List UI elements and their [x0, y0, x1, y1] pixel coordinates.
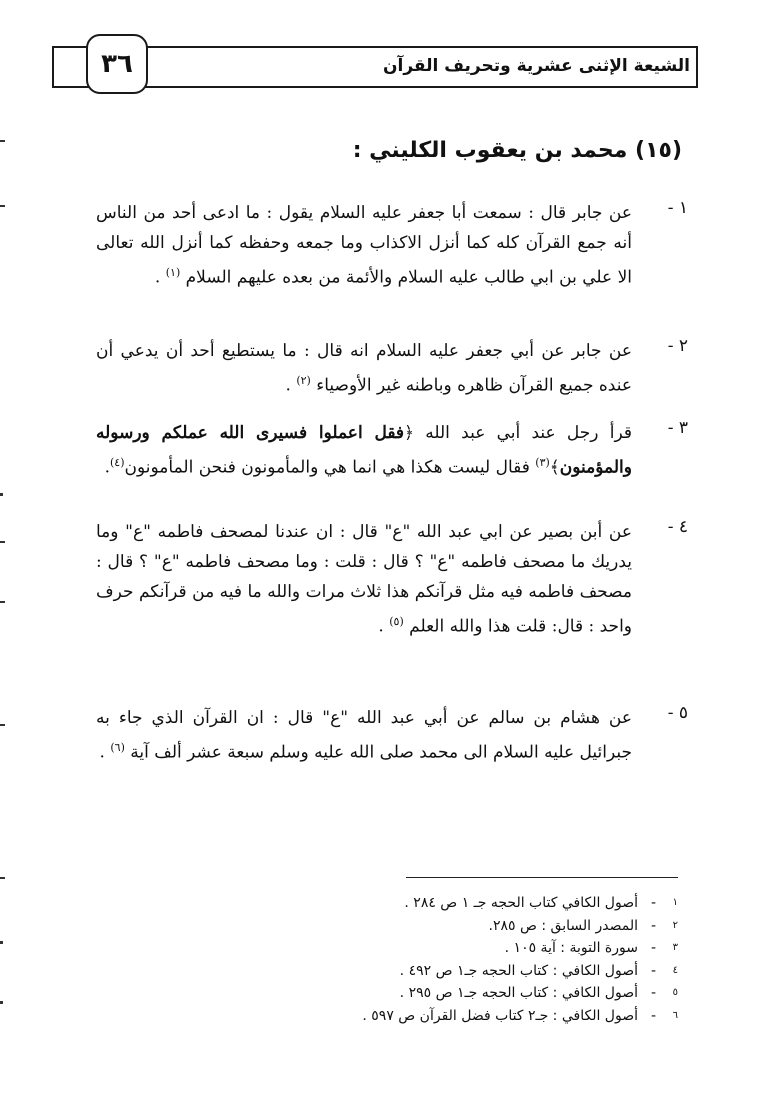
footnote-item	[362, 960, 678, 983]
scan-mark	[0, 877, 5, 879]
entry-text	[96, 198, 632, 293]
footnote-separator	[406, 877, 678, 878]
footnote-ref: (٣)	[535, 456, 550, 469]
footnote-mark: ٢	[672, 919, 678, 931]
page-number	[86, 34, 148, 94]
narration-5	[96, 703, 688, 768]
entry-number: ٥ -	[667, 703, 688, 723]
entry-body: قرأ رجل عند أبي عبد الله ﴿	[404, 423, 632, 443]
scan-mark	[0, 493, 3, 496]
footnote-mark: ٤	[672, 964, 678, 976]
footnote-mark: ٥	[672, 987, 678, 998]
scan-mark	[0, 205, 5, 207]
scan-mark	[0, 941, 3, 944]
footnote-mark: ١	[672, 897, 678, 908]
entry-end: .	[99, 742, 105, 763]
footnote-ref: (٥)	[389, 615, 404, 628]
running-header-title: الشيعة الإثنى عشرية وتحريف القرآن	[383, 56, 690, 76]
footnote-item	[362, 937, 678, 960]
footnote-item	[362, 982, 678, 1005]
entry-end: .	[154, 267, 161, 288]
narration-4	[96, 517, 688, 642]
footnote-item	[362, 892, 678, 915]
footnote-ref: (٤)	[110, 456, 125, 469]
quran-quote: فقل اعملوا فسيرى الله عملكم ورسوله والمؤمنون	[96, 423, 632, 478]
entry-body: عن أبن بصير عن ابي عبد الله "ع" قال : ان عندنا لمصحف فاطمه "ع" وما يدريك ما مصحف فاطمه "ع" ؟ قال : قلت : وما مصحف فاطمه "ع" ؟ قال : مصحف فاطمه فيه مثل قرآنكم هذا ثلاث مرات والله ما فيه من قرآنكم حرف واحد : قال: قلت هذا والله العلم	[96, 522, 632, 637]
entry-body: عن جابر عن أبي جعفر عليه السلام انه قال : ما يستطيع أحد أن يدعي أن عنده جميع القرآن ظاهره وباطنه غير الأوصياء	[96, 341, 632, 396]
footnote-dash: -	[650, 962, 656, 979]
footnote-item	[362, 915, 678, 938]
footnote-ref: (٦)	[110, 741, 125, 754]
footnotes	[362, 892, 678, 1027]
footnote-mark: ٦	[672, 1009, 678, 1021]
entry-end: .	[104, 457, 110, 478]
section-heading: (١٥) محمد بن يعقوب الكليني :	[352, 138, 682, 163]
footnote-text: أصول الكافي : كتاب الحجه جـ١ ص ٢٩٥ .	[399, 985, 638, 1001]
footnote-dash: -	[650, 940, 656, 956]
scan-mark	[0, 140, 5, 142]
scan-mark	[0, 541, 5, 543]
footnote-item	[362, 1005, 678, 1028]
scan-mark	[0, 724, 5, 726]
footnote-text: أصول الكافي : كتاب الحجه جـ١ ص ٤٩٢ .	[399, 962, 638, 979]
footnote-dash: -	[650, 917, 656, 934]
scan-mark	[0, 601, 5, 603]
page-number-text: ٣٦	[101, 49, 133, 79]
narration-3	[96, 418, 688, 483]
entry-number: ١ -	[667, 198, 688, 218]
entry-body: عن هشام بن سالم عن أبي عبد الله "ع" قال : ان القرآن الذي جاء به جبرائيل عليه السلام الى محمد صلى الله عليه وسلم سبعة عشر ألف آية	[96, 708, 632, 763]
entry-text	[96, 336, 632, 401]
footnote-dash: -	[650, 985, 656, 1001]
footnote-ref: (٢)	[296, 374, 311, 387]
entry-body: عن جابر قال : سمعت أبا جعفر عليه السلام يقول : ما ادعى أحد من الناس أنه جمع القرآن كله كما أنزل الاكذاب وما جمعه وحفظه كما أنزل الله تعالى الا علي بن ابي طالب عليه السلام والأئمة من بعده عليهم السلام	[96, 203, 632, 288]
footnote-text: أصول الكافي كتاب الحجه جـ ١ ص ٢٨٤ .	[404, 895, 638, 911]
footnote-dash: -	[650, 1007, 656, 1024]
narration-2	[96, 336, 688, 401]
footnote-mark: ٣	[672, 942, 678, 953]
entry-end: .	[378, 616, 384, 637]
entry-number: ٢ -	[667, 336, 688, 356]
footnote-text: سورة التوبة : آية ١٠٥ .	[504, 940, 638, 956]
entry-body-cont: فقال ليست هكذا هي انما هي والمأمونون فنحن المأمونون	[124, 457, 536, 478]
entry-number: ٣ -	[667, 418, 688, 438]
scan-mark	[0, 1001, 3, 1004]
footnote-text: المصدر السابق : ص ٢٨٥.	[488, 917, 638, 934]
entry-number: ٤ -	[667, 517, 688, 537]
entry-text	[96, 418, 632, 483]
footnote-ref: (١)	[165, 266, 181, 279]
entry-end: .	[285, 375, 291, 396]
footnote-dash: -	[650, 895, 656, 911]
quote-close: ﴾	[549, 457, 560, 478]
header-rule	[52, 86, 698, 88]
entry-text	[96, 517, 632, 642]
footnote-text: أصول الكافي : جـ٢ كتاب فضل القرآن ص ٥٩٧ .	[362, 1007, 638, 1024]
narration-1	[96, 198, 688, 293]
entry-text	[96, 703, 632, 768]
